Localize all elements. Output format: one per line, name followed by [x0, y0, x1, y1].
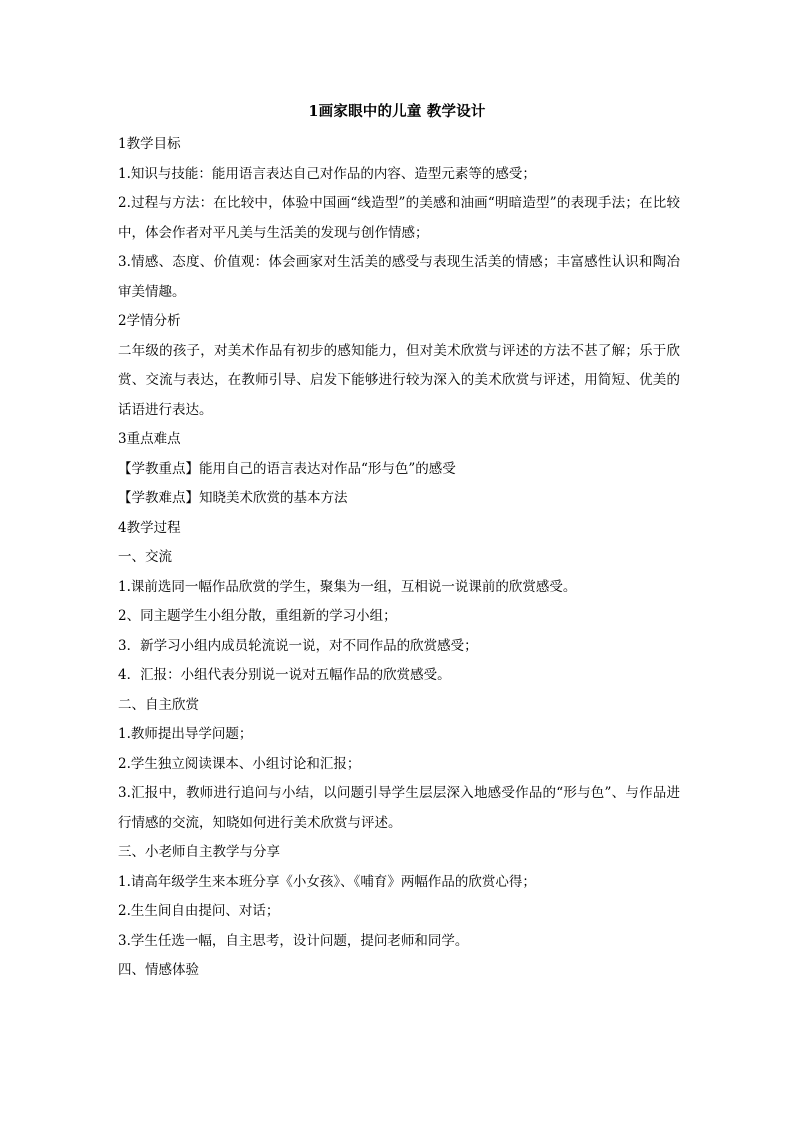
list-item-exchange-1: 1.课前选同一幅作品欣赏的学生，聚集为一组，互相说一说课前的欣赏感受。: [118, 578, 577, 595]
list-item-appreciation-1: 1.教师提出导学问题；: [118, 726, 253, 742]
list-item-exchange-3: 3．新学习小组内成员轮流说一说，对不同作品的欣赏感受；: [118, 637, 478, 654]
paragraph-emotion-values: 3.情感、态度、价值观：体会画家对生活美的感受与表现生活美的情感；丰富感性认识和陶冶审美情趣。: [118, 254, 680, 300]
list-item-exchange-2: 2、同主题学生小组分散，重组新的学习小组；: [118, 608, 397, 624]
section-heading-key-points: 3重点难点: [118, 431, 181, 447]
section-heading-learner-analysis: 2学情分析: [118, 313, 181, 329]
list-item-little-teacher-1: 1.请高年级学生来本班分享《小女孩》、《哺育》两幅作品的欣赏心得；: [118, 873, 536, 890]
paragraph-learner-analysis: 二年级的孩子，对美术作品有初步的感知能力，但对美术欣赏与评述的方法不甚了解；乐于欣赏、交流与表达，在教师引导、启发下能够进行较为深入的美术欣赏与评述，用简短、优美的话语进行表达。: [118, 342, 680, 418]
subsection-heading-little-teacher: 三、小老师自主教学与分享: [118, 844, 280, 860]
subsection-heading-emotional-experience: 四、情感体验: [118, 962, 199, 978]
paragraph-process-method: 2.过程与方法：在比较中，体验中国画“线造型”的美感和油画“明暗造型”的表现手法；在比较中，体会作者对平凡美与生活美的发现与创作情感；: [118, 195, 680, 241]
document-title: 1画家眼中的儿童 教学设计: [308, 103, 486, 120]
paragraph-key-point: 【学教重点】能用自己的语言表达对作品“形与色”的感受: [118, 460, 456, 477]
section-heading-process: 4教学过程: [118, 519, 181, 536]
list-item-appreciation-2: 2.学生独立阅读课本、小组讨论和汇报；: [118, 755, 361, 772]
list-item-little-teacher-2: 2.生生间自由提问、对话；: [118, 903, 280, 919]
list-item-little-teacher-3: 3.学生任选一幅，自主思考，设计问题，提问老师和同学。: [118, 932, 469, 949]
paragraph-knowledge-skills: 1.知识与技能：能用语言表达自己对作品的内容、造型元素等的感受；: [118, 165, 536, 182]
section-heading-objectives: 1教学目标: [118, 136, 181, 152]
list-item-exchange-4: 4．汇报：小组代表分别说一说对五幅作品的欣赏感受。: [118, 667, 451, 683]
subsection-heading-self-appreciation: 二、自主欣赏: [118, 696, 199, 713]
list-item-appreciation-3: 3.汇报中，教师进行追问与小结，以问题引导学生层层深入地感受作品的“形与色”、与作品进行情感的交流，知晓如何进行美术欣赏与评述。: [118, 785, 680, 831]
document-body: [118, 130, 680, 986]
subsection-heading-exchange: 一、交流: [118, 549, 172, 565]
paragraph-difficulty: 【学教难点】知晓美术欣赏的基本方法: [118, 490, 348, 506]
